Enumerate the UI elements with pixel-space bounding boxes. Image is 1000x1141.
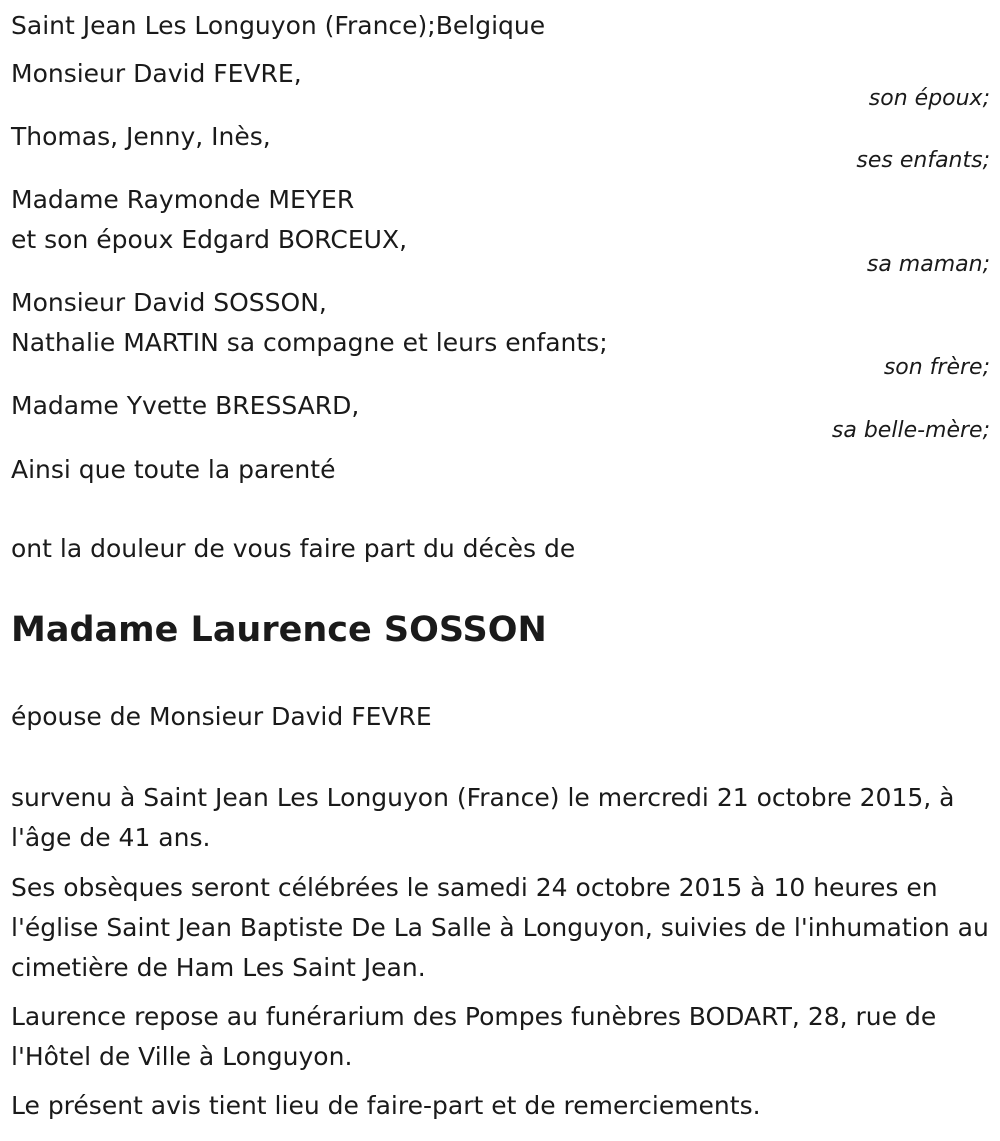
family-relation: sa maman; bbox=[866, 252, 990, 277]
family-member-line: Madame Raymonde MEYER bbox=[11, 185, 355, 214]
family-relation: ses enfants; bbox=[856, 148, 990, 173]
family-member-line: Monsieur David FEVRE, bbox=[11, 59, 302, 88]
death-details: survenu à Saint Jean Les Longuyon (France) le mercredi 21 octobre 2015, à l'âge de 41 ans. bbox=[11, 783, 955, 852]
family-relation: son frère; bbox=[883, 355, 990, 380]
family-member-line: et son époux Edgard BORCEUX, bbox=[11, 225, 408, 254]
deceased-name: Madame Laurence SOSSON bbox=[11, 610, 547, 650]
spouse-line: épouse de Monsieur David FEVRE bbox=[11, 702, 432, 731]
obituary-notice bbox=[11, 0, 990, 1141]
announcement-text: ont la douleur de vous faire part du décès de bbox=[11, 534, 576, 563]
family-member-line: Nathalie MARTIN sa compagne et leurs enfants; bbox=[11, 328, 608, 357]
family-member-line: Monsieur David SOSSON, bbox=[11, 288, 327, 317]
family-member-line: Thomas, Jenny, Inès, bbox=[11, 122, 271, 151]
family-member-line: Madame Yvette BRESSARD, bbox=[11, 391, 360, 420]
family-relation: sa belle-mère; bbox=[831, 418, 990, 443]
closing-family-line: Ainsi que toute la parenté bbox=[11, 455, 336, 484]
rest-location: Laurence repose au funérarium des Pompes funèbres BODART, 28, rue de l'Hôtel de Ville à Longuyon. bbox=[11, 1002, 937, 1071]
funeral-details: Ses obsèques seront célébrées le samedi 24 octobre 2015 à 10 heures en l'église Saint Jean Baptiste De La Salle à Longuyon, suivies de l'inhumation au cimetière de Ham Les Saint Jean. bbox=[11, 873, 989, 982]
family-relation: son époux; bbox=[868, 86, 990, 111]
location-header: Saint Jean Les Longuyon (France);Belgique bbox=[11, 11, 546, 40]
notice-footer: Le présent avis tient lieu de faire-part et de remerciements. bbox=[11, 1091, 761, 1120]
